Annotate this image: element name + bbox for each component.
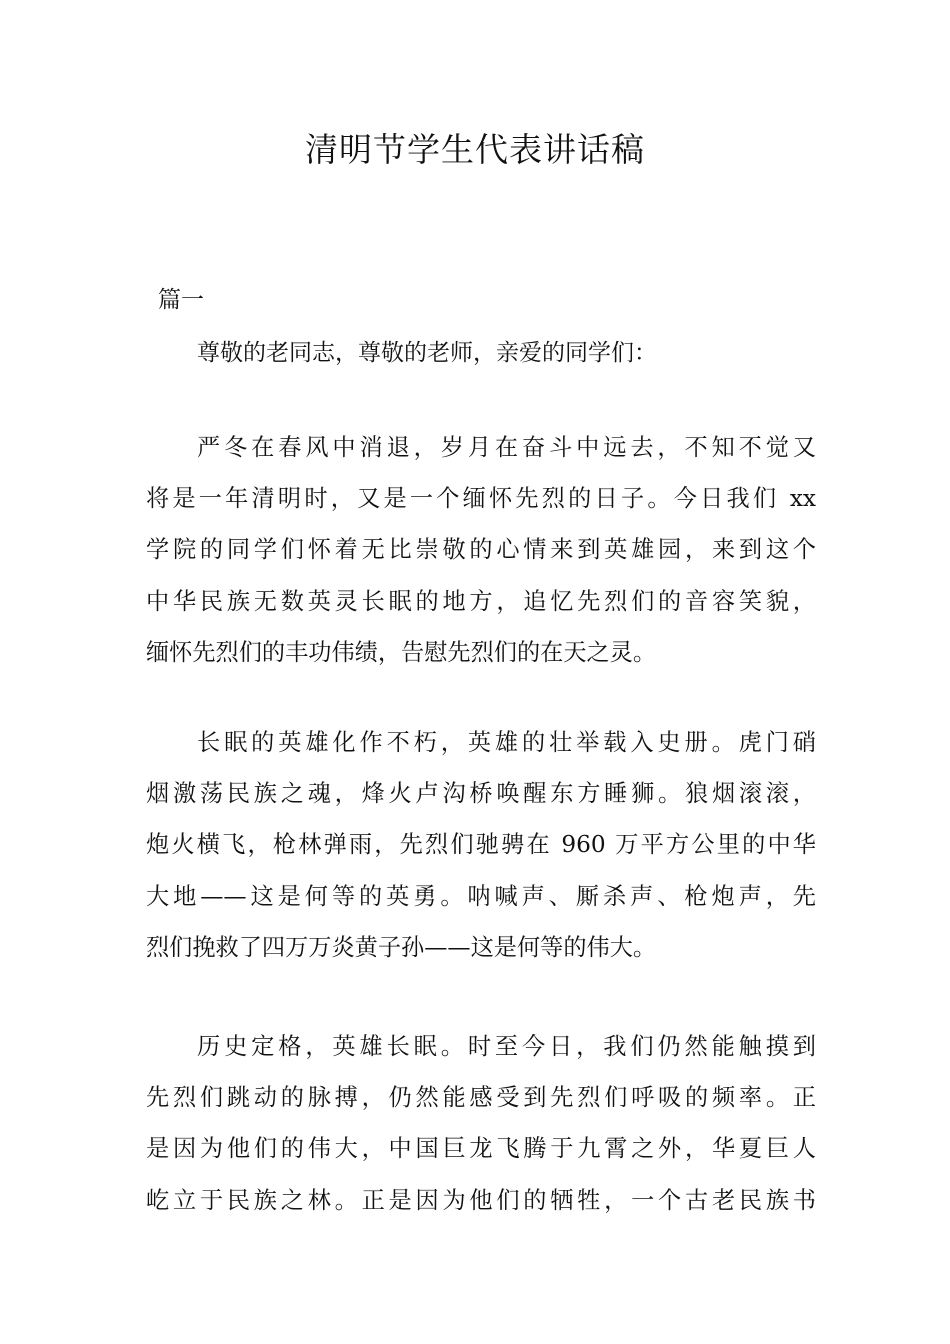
paragraph-3 — [146, 1021, 816, 1226]
paragraph-1 — [146, 422, 816, 678]
paragraph-line: 炮火横飞，枪林弹雨，先烈们驰骋在 960 万平方公里的中华 — [146, 831, 816, 859]
paragraph-line: 长眠的英雄化作不朽，英雄的壮举载入史册。虎门硝 — [197, 729, 816, 756]
paragraph-line: 缅怀先烈们的丰功伟绩，告慰先烈们的在天之灵。 — [146, 638, 657, 666]
paragraph-line: 学院的同学们怀着无比崇敬的心情来到英雄园，来到这个 — [146, 536, 816, 564]
paragraph-line: 是因为他们的伟大，中国巨龙飞腾于九霄之外，华夏巨人 — [146, 1135, 816, 1163]
paragraph-line: 大地——这是何等的英勇。呐喊声、厮杀声、枪炮声，先 — [146, 882, 816, 910]
paragraph-line: 将是一年清明时，又是一个缅怀先烈的日子。今日我们 xx — [146, 485, 816, 513]
salutation: 尊敬的老同志，尊敬的老师，亲爱的同学们： — [197, 340, 657, 366]
paragraph-line: 烈们挽救了四万万炎黄子孙——这是何等的伟大。 — [146, 933, 657, 961]
paragraph-line: 严冬在春风中消退，岁月在奋斗中远去，不知不觉又 — [197, 434, 816, 461]
paragraph-line: 中华民族无数英灵长眠的地方，追忆先烈们的音容笑貌， — [146, 587, 816, 615]
document-title: 清明节学生代表讲话稿 — [305, 130, 645, 169]
paragraph-line: 先烈们跳动的脉搏，仍然能感受到先烈们呼吸的频率。正 — [146, 1084, 816, 1112]
paragraph-line: 烟激荡民族之魂，烽火卢沟桥唤醒东方睡狮。狼烟滚滚， — [146, 780, 816, 808]
section-label: 篇一 — [158, 287, 204, 313]
paragraph-line: 历史定格，英雄长眠。时至今日，我们仍然能触摸到 — [197, 1033, 816, 1060]
paragraph-2 — [146, 717, 816, 973]
paragraph-line: 屹立于民族之林。正是因为他们的牺牲，一个古老民族书 — [146, 1186, 816, 1214]
